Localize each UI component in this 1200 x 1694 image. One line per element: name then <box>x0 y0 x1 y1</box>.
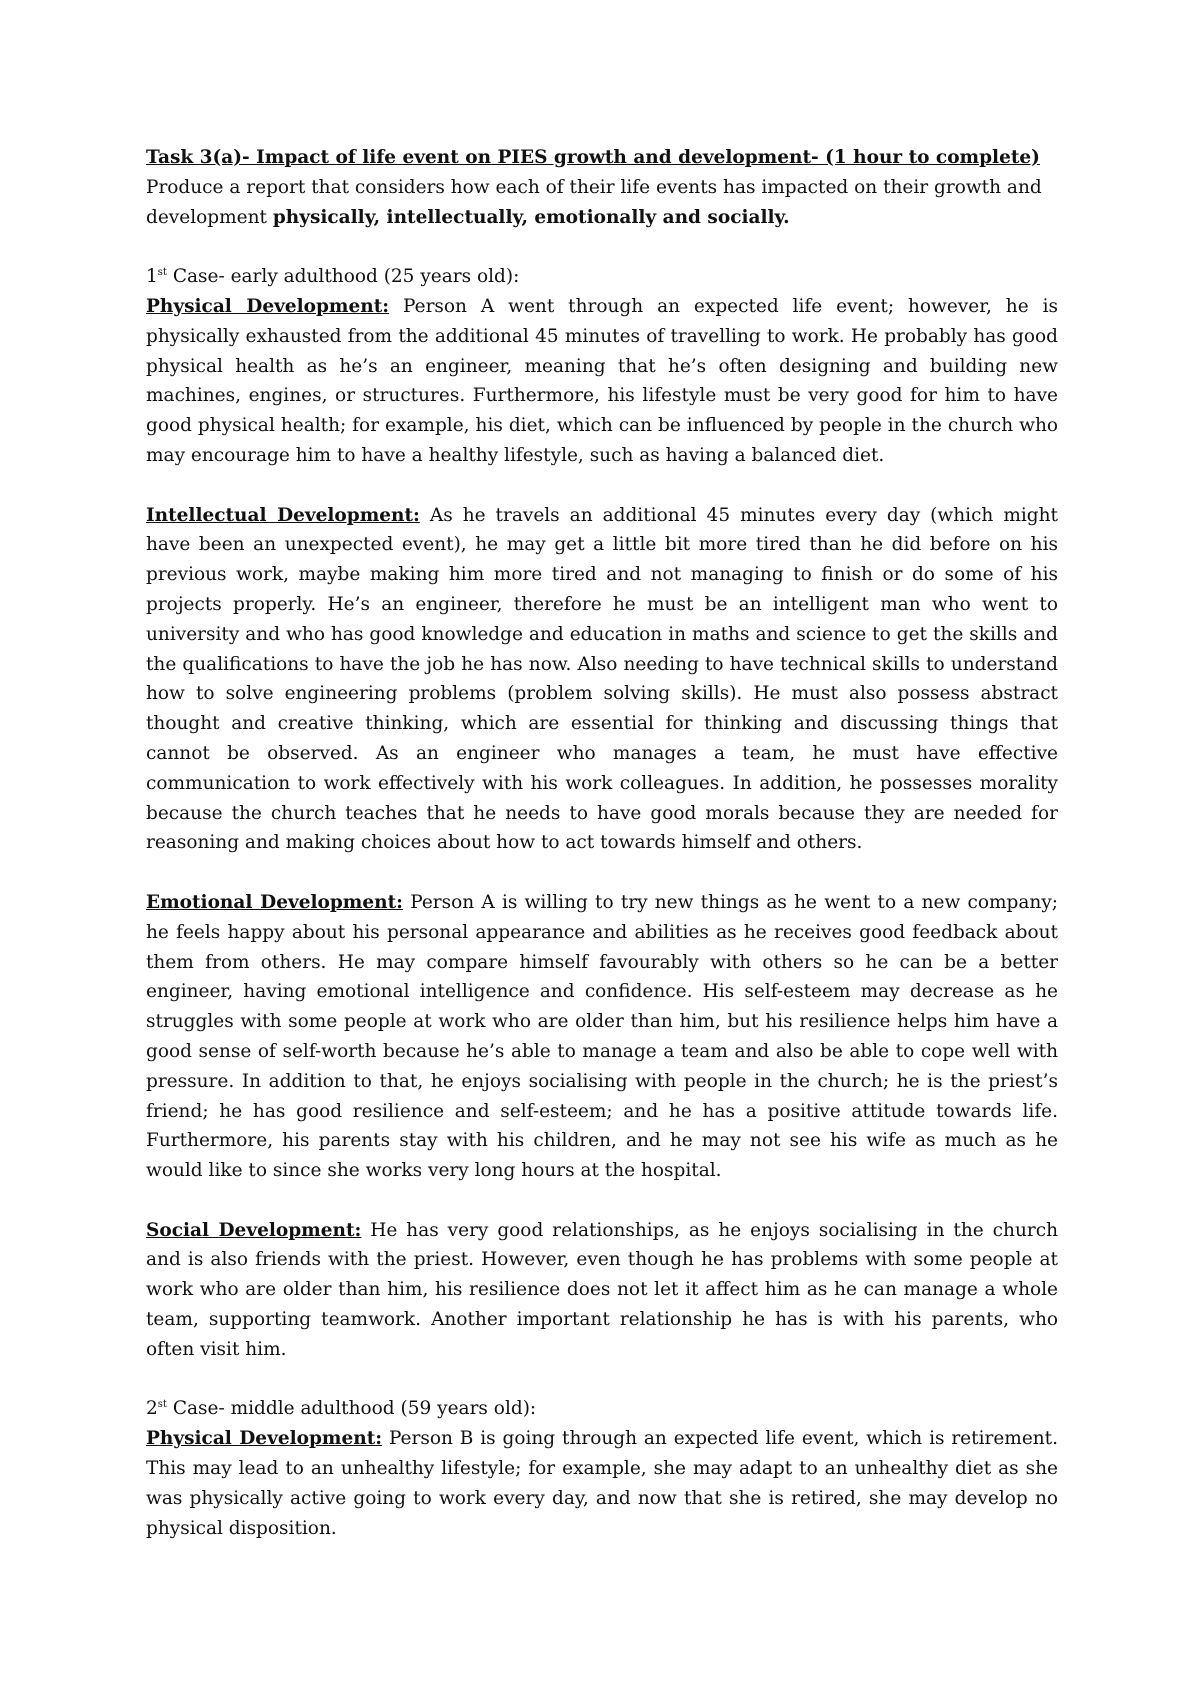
case1-title <box>146 262 1058 292</box>
intro-bold-text: physically, intellectually, emotionally and socially. <box>272 206 790 228</box>
case1-title-text: Case- early adulthood (25 years old): <box>166 266 520 288</box>
case1-intellectual-paragraph <box>146 501 1058 859</box>
case1-intellectual-text: As he travels an additional 45 minutes every day (which might have been an unexpected event), he may get a little bit more tired than he did before on his previous work, maybe making him more tired and not managing to finish or do some of his projects properly. He’s an engineer, therefore he must be an intelligent man who went to university and who has good knowledge and education in maths and science to get the skills and the qualifications to have the job he has now. Also needing to have technical skills to understand how to solve engineering problems (problem solving skills). He must also possess abstract thought and creative thinking, which are essential for thinking and discussing things that cannot be observed. As an engineer who manages a team, he must have effective communication to work effectively with his work colleagues. In addition, he possesses morality because the church teaches that he needs to have good morals because they are needed for reasoning and making choices about how to act towards himself and others. <box>146 504 1058 854</box>
intro-text: Produce a report that considers how each of their life events has impacted on their growth and development <box>146 176 1042 228</box>
case1-intellectual-label: Intellectual Development: <box>146 504 420 526</box>
case1-sup: st <box>157 267 167 279</box>
case1-social-label: Social Development: <box>146 1219 362 1241</box>
task-heading-text: Task 3(a)- Impact of life event on PIES growth and development- (1 hour to complete) <box>146 147 1040 168</box>
case2-sup: st <box>157 1399 167 1411</box>
intro-paragraph <box>146 173 1058 233</box>
case1-physical-text: Person A went through an expected life event; however, he is physically exhausted from the additional 45 minutes of travelling to work. He probably has good physical health as he’s an engineer, meaning that he’s often designing and building new machines, engines, or structures. Furthermore, his lifestyle must be very good for him to have good physical health; for example, his diet, which can be influenced by people in the church who may encourage him to have a healthy lifestyle, such as having a balanced diet. <box>146 295 1058 466</box>
case1-physical-paragraph <box>146 292 1058 471</box>
case2-title <box>146 1394 1058 1424</box>
case1-social-paragraph <box>146 1216 1058 1365</box>
task-heading <box>146 143 1058 173</box>
case1-physical-label: Physical Development: <box>146 295 390 317</box>
case2-physical-paragraph <box>146 1424 1058 1543</box>
case1-emotional-label: Emotional Development: <box>146 891 403 913</box>
case2-number: 2 <box>146 1398 158 1420</box>
case1-social-text: He has very good relationships, as he enjoys socialising in the church and is also friends with the priest. However, even though he has problems with some people at work who are older than him, his resilience does not let it affect him as he can manage a whole team, supporting teamwork. Another important relationship he has is with his parents, who often visit him. <box>146 1219 1058 1360</box>
case1-emotional-text: Person A is willing to try new things as he went to a new company; he feels happy about his personal appearance and abilities as he receives good feedback about them from others. He may compare himself favourably with others so he can be a better engineer, having emotional intelligence and confidence. His self-esteem may decrease as he struggles with some people at work who are older than him, but his resilience helps him have a good sense of self-worth because he’s able to manage a team and also be able to cope well with pressure. In addition to that, he enjoys socialising with people in the church; he is the priest’s friend; he has good resilience and self-esteem; and he has a positive attitude towards life. Furthermore, his parents stay with his children, and he may not see his wife as much as he would like to since she works very long hours at the hospital. <box>146 891 1059 1182</box>
case2-physical-label: Physical Development: <box>146 1428 383 1450</box>
case1-number: 1 <box>146 266 158 288</box>
document-page <box>146 143 1058 1543</box>
case1-emotional-paragraph <box>146 888 1058 1186</box>
case2-physical-text: Person B is going through an expected life event, which is retirement. This may lead to an unhealthy lifestyle; for example, she may adapt to an unhealthy diet as she was physically active going to work every day, and now that she is retired, she may develop no physical disposition. <box>146 1428 1058 1539</box>
case2-title-text: Case- middle adulthood (59 years old): <box>166 1398 537 1420</box>
